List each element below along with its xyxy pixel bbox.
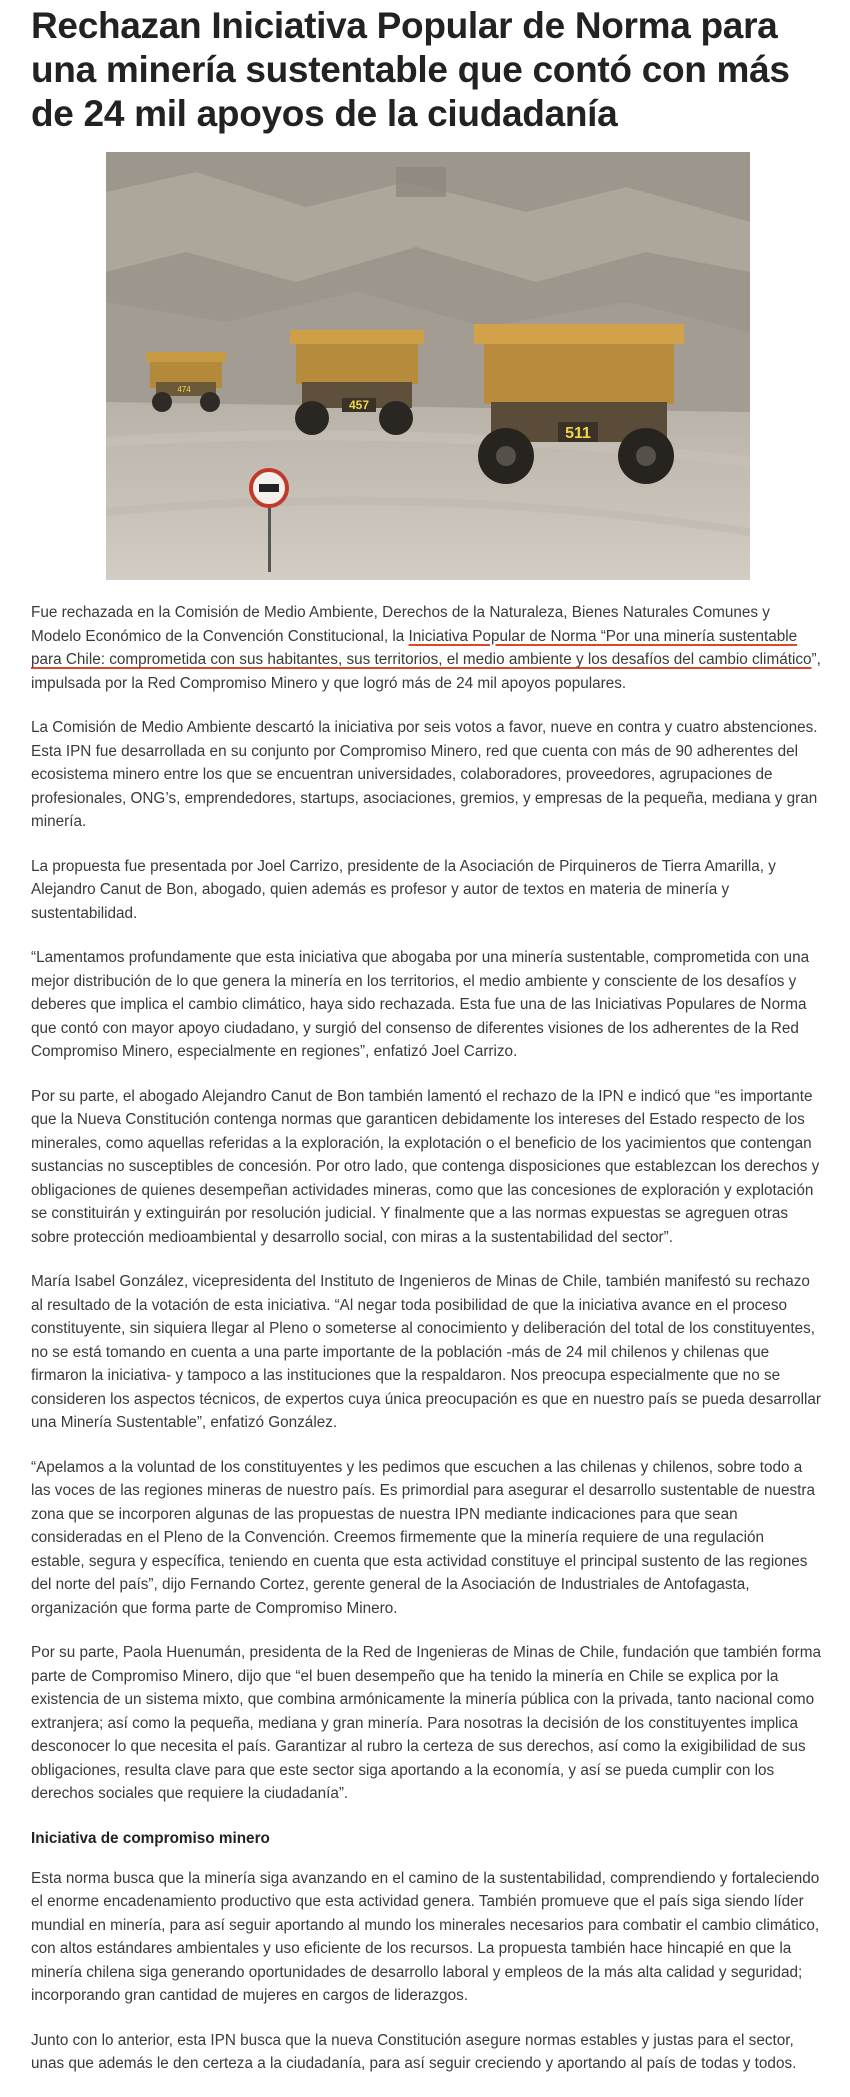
paragraph-intro (31, 601, 821, 695)
truck-number-middle: 457 (348, 398, 370, 412)
paragraph-quote-huenuman: Por su parte, Paola Huenumán, presidenta de la Red de Ingenieras de Minas de Chile, fundación que también forma parte de Compromiso Minero, dijo que “el buen desempeño que ha tenido la minería en Chile se explica por la existencia de un sistema mixto, que combina armónicamente la minería pública con la privada, tanto nacional como extranjera; así como la pequeña, mediana y gran minería. Para nosotras la decisión de los constituyentes implica desconocer lo que necesita el país. Garantizar al rubro la certeza de sus derechos, así como la exigibilidad de sus obligaciones, resulta clave para que este sector siga aportando a la economía, y así se pueda cumplir con los derechos sociales que requiere la ciudadanía”. (31, 1644, 821, 1802)
paragraph-quote-cortez: “Apelamos a la voluntad de los constituyentes y les pedimos que escuchen a las chilenas y chilenos, sobre todo a las voces de las regiones mineras de nuestro país. Es primordial para asegurar el desarrollo sustentable de nuestra zona que se incorporen algunas de las propuestas de nuestra IPN mediante indicaciones para que sean consideradas en el Pleno de la Convención. Creemos firmemente que la minería requiere de una regulación estable, segura y específica, teniendo en cuenta que esta actividad constituye el principal sustento de las regiones del norte del país”, dijo Fernando Cortez, gerente general de la Asociación de Industriales de Antofagasta, organización que forma parte de Compromiso Minero. (31, 1458, 815, 1617)
paragraph-intro-tail: ”, impulsada por la Red Compromiso Minero y que logró más de 24 mil apoyos populares. (31, 651, 821, 692)
paragraph-quote-canut: Por su parte, el abogado Alejandro Canut de Bon también lamentó el rechazo de la IPN e indicó que “es importante que la Nueva Constitución contenga normas que garanticen debidamente los intereses del Estado respecto de los minerales, como aquellas referidas a la exploración, la explotación o el beneficio de los yacimientos que contengan sustancias no susceptibles de concesión. Por otro lado, que contenga disposiciones que establezcan los derechos y obligaciones de quienes desempeñan actividades mineras, como que las concesiones de exploración y explotación se constituirán y extinguirán por resolución judicial. Y finalmente que a las normas expuestas se agreguen otras sobre protección medioambiental y desarrollo social, con miras a la sustentabilidad del sector”. (31, 1087, 820, 1246)
paragraph-quote-carrizo: “Lamentamos profundamente que esta iniciativa que abogaba por una minería sustentable, comprometida con una mejor distribución de lo que genera la minería en los territorios, el medio ambiente y consciente de los desafíos y deberes que implica el cambio climático, haya sido rechazada. Esta fue una de las Iniciativas Populares de Norma que contó con mayor apoyo ciudadano, y surgió del consenso de diferentes visiones de los adherentes de la Red Compromiso Minero, especialmente en regiones”, enfatizó Joel Carrizo. (31, 949, 810, 1060)
truck-number-far: 474 (177, 385, 191, 394)
paragraph-initiative: Esta norma busca que la minería siga avanzando en el camino de la sustentabilidad, comprendiendo y fortaleciendo el enorme encadenamiento productivo que esta actividad genera. También promueve que el país siga siendo líder mundial en minería, para así seguir aportando al mundo los minerales necesarios para combatir el cambio climático, con altos estándares ambientales y uso eficiente de los recursos. La propuesta también hace hincapié en que la minería chilena siga generando oportunidades de desarrollo laboral y empleos de la más alta calidad y seguridad; incorporando gran cantidad de mujeres en cargos de liderazgos. (31, 1869, 820, 2004)
article-body (31, 601, 821, 2097)
truck-number-near: 511 (565, 425, 591, 442)
ipn-link[interactable]: Iniciativa Popular de Norma “Por una minería sustentable para Chile: comprometida con sus habitantes, sus territorios, el medio ambiente y los desafíos del cambio climático (31, 627, 812, 668)
paragraph-closing: Junto con lo anterior, esta IPN busca que la nueva Constitución asegure normas estables y justas para el sector, unas que además le den certeza a la ciudadanía, para así seguir creciendo y aportando al país de todas y todos. (31, 2031, 797, 2072)
paragraph-vote: La Comisión de Medio Ambiente descartó la iniciativa por seis votos a favor, nueve en contra y cuatro abstenciones. Esta IPN fue desarrollada en su conjunto por Compromiso Minero, red que cuenta con más de 90 adherentes del ecosistema minero entre los que se encuentran universidades, colaboradores, proveedores, agrupaciones de profesionales, ONG’s, emprendedores, startups, asociaciones, gremios, y empresas de la pequeña, mediana y gran minería. (31, 719, 818, 830)
article-title: Rechazan Iniciativa Popular de Norma para una minería sustentable que contó con más de 24 mil apoyos de la ciudadanía (31, 5, 790, 134)
paragraph-intro-lead: Fue rechazada en la Comisión de Medio Ambiente, Derechos de la Naturaleza, Bienes Naturales Comunes y Modelo Económico de la Convención Constitucional, la (31, 604, 770, 645)
article-header (31, 0, 821, 136)
article-hero-image (106, 152, 750, 580)
paragraph-proposal: La propuesta fue presentada por Joel Carrizo, presidente de la Asociación de Pirquineros de Tierra Amarilla, y Alejandro Canut de Bon, abogado, quien además es profesor y autor de textos en materia de minería y sustentabilidad. (31, 857, 776, 922)
paragraph-quote-gonzalez: María Isabel González, vicepresidenta del Instituto de Ingenieros de Minas de Chile, también manifestó su rechazo al resultado de la votación de esta iniciativa. “Al negar toda posibilidad de que la iniciativa avance en el proceso constituyente, sin siquiera llegar al Pleno o someterse al conocimiento y deliberación del total de los constituyentes, no se está tomando en cuenta a una parte importante de la población -más de 24 mil chilenos y chilenas que firmaron la iniciativa- y tampoco a las instituciones que la respaldaron. Nos preocupa especialmente que no se consideren los aspectos técnicos, de expertos cuya única preocupación es que en nuestro país se pueda desarrollar una Minería Sustentable”, enfatizó González. (31, 1273, 821, 1431)
section-subheading: Iniciativa de compromiso minero (31, 1829, 270, 1847)
